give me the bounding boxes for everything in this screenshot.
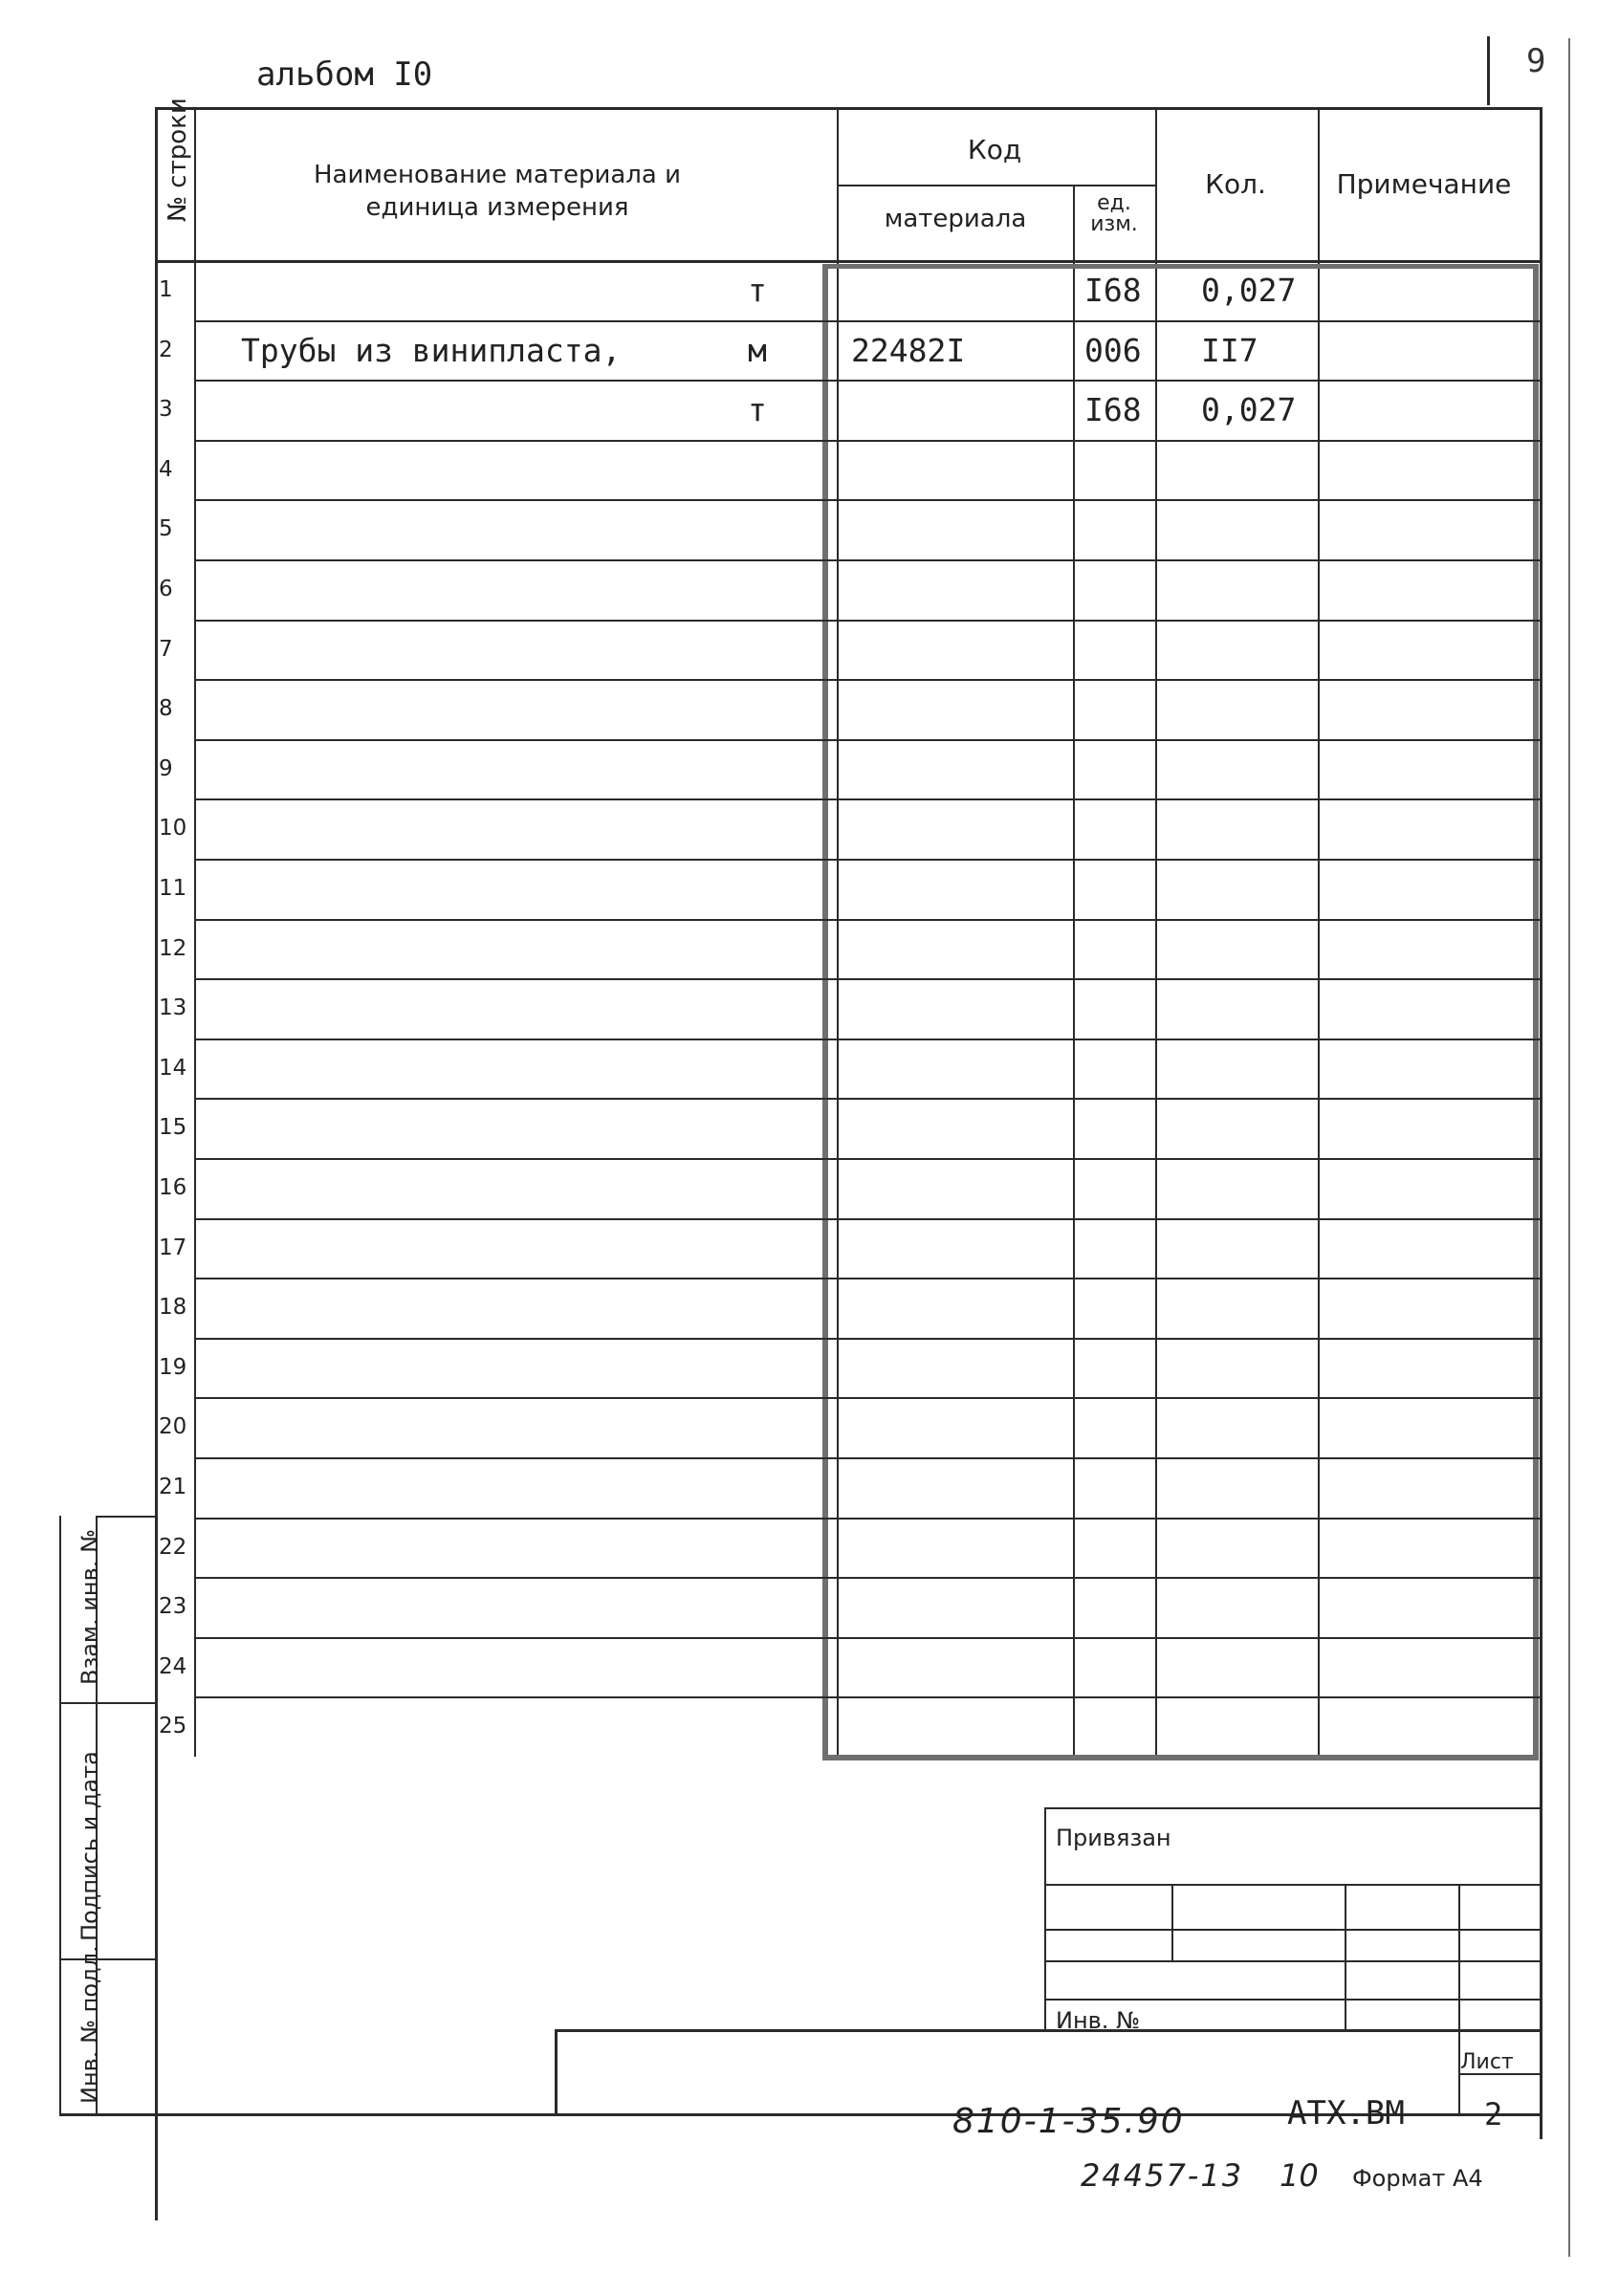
col-row-number-divider <box>194 107 196 1757</box>
row-quantity: 0,027 <box>1201 391 1297 429</box>
stamp-line <box>59 1958 155 1960</box>
row-number: 24 <box>159 1653 187 1679</box>
row-number: 18 <box>159 1295 187 1321</box>
row-number: 20 <box>159 1414 187 1440</box>
row-divider <box>194 320 1542 322</box>
row-number: 22 <box>159 1534 187 1560</box>
row-divider <box>194 1696 1542 1698</box>
row-number: 6 <box>159 577 173 601</box>
header-quantity: Кол. <box>1205 168 1266 200</box>
row-divider <box>194 1338 1542 1340</box>
doc-suffix: АТХ.ВМ <box>1287 2094 1405 2132</box>
doc-code: 810-1-35.90 <box>952 2102 1185 2141</box>
archive-number: 24457-13 <box>1081 2157 1244 2194</box>
row-number: 19 <box>159 1354 187 1380</box>
row-divider <box>194 739 1542 741</box>
row-quantity: 0,027 <box>1201 272 1297 309</box>
row-divider <box>194 798 1542 800</box>
row-divider <box>194 1397 1542 1399</box>
col-note-divider <box>1318 107 1320 1757</box>
title-col-divider <box>1345 1884 1346 2029</box>
row-number: 4 <box>159 456 173 482</box>
title-inv-no: Инв. № <box>1056 2007 1141 2034</box>
bottom-block-left <box>555 2029 558 2115</box>
row-divider <box>194 1039 1542 1040</box>
header-code-material: материала <box>884 205 1027 233</box>
thick-left-border <box>822 264 828 1757</box>
row-divider <box>194 1577 1542 1579</box>
bottom-block-top <box>555 2029 1542 2032</box>
header-material-name: Наименование материала и единица измерения <box>313 161 682 222</box>
title-line <box>1044 1929 1542 1931</box>
album-label: альбом I0 <box>256 55 433 94</box>
row-unit-code: 006 <box>1084 331 1142 369</box>
sheet-label: Лист <box>1460 2050 1514 2074</box>
row-number: 16 <box>159 1175 187 1200</box>
stamp-outer-left <box>59 1516 61 2113</box>
row-divider <box>194 620 1542 622</box>
row-divider <box>194 1278 1542 1279</box>
archive-sheet: 10 <box>1280 2157 1319 2194</box>
row-number: 25 <box>159 1714 187 1739</box>
row-unit-letter: м <box>748 331 767 369</box>
header-code-unit: ед. изм. <box>1090 191 1138 236</box>
row-number: 8 <box>159 696 173 722</box>
row-divider <box>194 859 1542 861</box>
code-subheader-line <box>837 185 1155 186</box>
row-number: 2 <box>159 337 173 362</box>
col-unit-divider <box>1073 260 1075 1757</box>
title-line <box>1044 1999 1542 2001</box>
stamp-top-line <box>96 1516 155 1518</box>
row-number: 14 <box>159 1055 187 1081</box>
row-divider <box>194 919 1542 921</box>
stamp-signature-date: Подпись и дата <box>77 1751 103 1941</box>
row-quantity: II7 <box>1201 331 1258 369</box>
row-number: 13 <box>159 995 187 1021</box>
stamp-inv-podl: Инв. № подл. <box>77 1945 103 2104</box>
row-material-name: Трубы из винипласта, <box>241 331 622 369</box>
stamp-line <box>59 1702 155 1704</box>
sheet-number: 2 <box>1484 2096 1503 2132</box>
row-divider <box>194 679 1542 681</box>
thick-top-border <box>822 264 1539 269</box>
title-col-divider <box>1458 1884 1460 2113</box>
table-top-border <box>155 107 1542 110</box>
row-number: 21 <box>159 1475 187 1499</box>
header-code: Код <box>967 134 1022 165</box>
row-divider <box>194 978 1542 980</box>
row-divider <box>194 1457 1542 1459</box>
col-qty-divider <box>1155 107 1157 1757</box>
row-number: 11 <box>159 876 187 901</box>
row-number: 23 <box>159 1594 187 1620</box>
format-label: Формат А4 <box>1352 2165 1483 2192</box>
row-number: 12 <box>159 935 187 961</box>
row-divider <box>194 1158 1542 1160</box>
frame-right-border <box>1540 107 1542 2139</box>
row-unit-letter: т <box>748 391 767 429</box>
thick-right-border <box>1533 264 1539 1757</box>
title-privyazan: Привязан <box>1056 1825 1171 1851</box>
row-number: 5 <box>159 516 173 542</box>
title-line <box>1044 1960 1542 1962</box>
row-number: 3 <box>159 397 173 423</box>
row-number: 1 <box>159 277 173 302</box>
header-note: Примечание <box>1336 168 1512 200</box>
right-binding-edge <box>1568 38 1570 2257</box>
row-number: 9 <box>159 755 173 781</box>
row-unit-code: I68 <box>1084 272 1142 309</box>
row-number: 7 <box>159 636 173 662</box>
row-divider <box>194 499 1542 501</box>
row-unit-code: I68 <box>1084 391 1142 429</box>
row-divider <box>194 440 1542 442</box>
top-right-tick <box>1487 36 1490 105</box>
row-divider <box>194 1218 1542 1220</box>
row-divider <box>194 559 1542 561</box>
row-number: 17 <box>159 1235 187 1260</box>
col-code-divider <box>837 107 839 1757</box>
row-number: 15 <box>159 1115 187 1141</box>
row-divider <box>194 380 1542 382</box>
title-line <box>1044 1884 1542 1886</box>
row-number: 10 <box>159 816 187 842</box>
title-left-divider <box>1044 1807 1046 2029</box>
title-col-divider <box>1171 1884 1173 1960</box>
row-divider <box>194 1518 1542 1520</box>
row-unit-letter: т <box>748 272 767 309</box>
row-divider <box>194 1098 1542 1100</box>
header-bottom-line <box>155 260 1542 263</box>
frame-left-border <box>155 107 158 2220</box>
row-divider <box>194 1637 1542 1639</box>
header-row-number: № строки <box>164 98 192 222</box>
row-material-code: 22482I <box>851 331 966 369</box>
thick-bottom-border <box>822 1755 1539 1760</box>
title-line <box>1044 1807 1542 1809</box>
page-number: 9 <box>1526 42 1546 80</box>
stamp-zam-inv: Взам. инв. № <box>77 1529 103 1685</box>
